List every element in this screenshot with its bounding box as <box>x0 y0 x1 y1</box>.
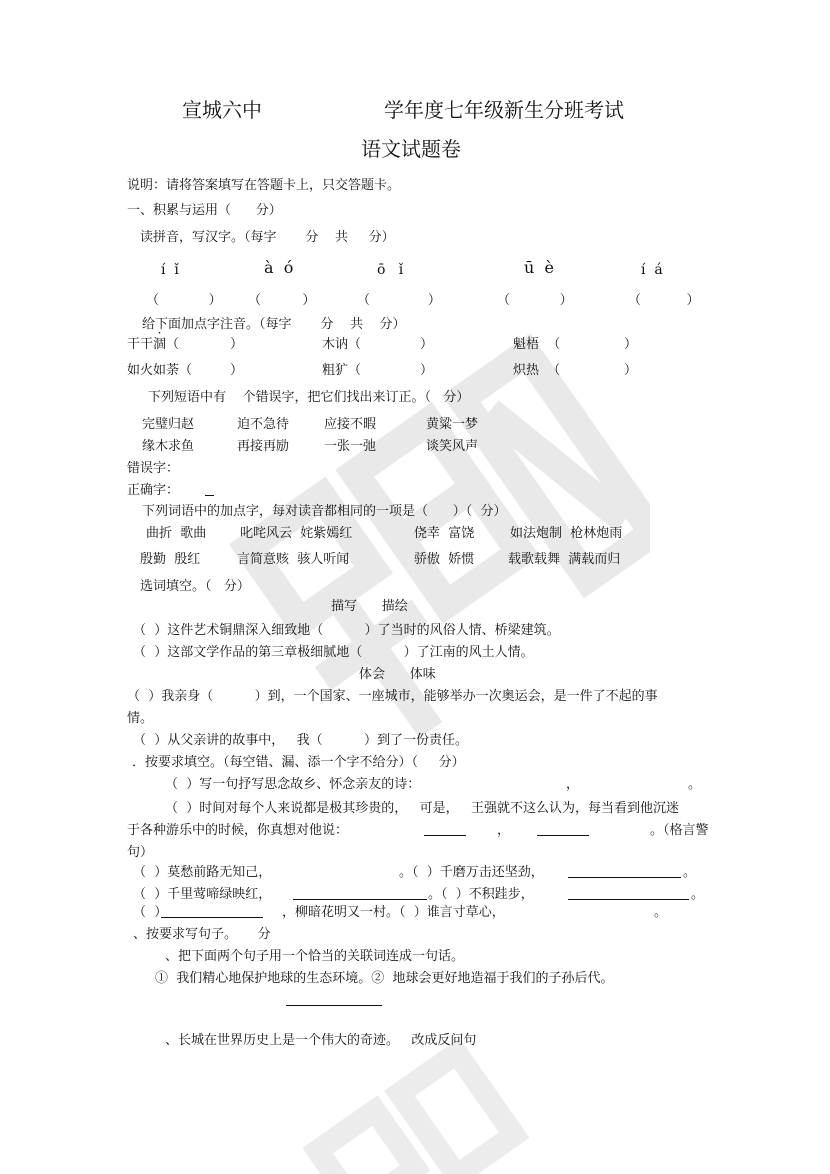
answer-blank[interactable]: （ ） <box>497 293 573 308</box>
fill-sentence: （ ）我亲身（ ）到，一个国家、一座城市，能够举办一次奥运会，是一件了不起的事 <box>127 689 658 704</box>
idiom: 缘木求鱼 <box>142 439 195 454</box>
poem-fill-cont: 句） <box>127 845 154 860</box>
punct: 。（格言警 <box>650 823 709 838</box>
poem-fill: ，柳暗花明又一村。（ ）谁言寸草心， <box>282 905 505 920</box>
punct: ， <box>497 823 511 838</box>
word-pair: 殷勤 殷红 <box>140 552 201 567</box>
answer-blank[interactable]: （ ） <box>628 293 700 308</box>
wrong-char-label: 错误字： <box>127 461 180 476</box>
instructions: 说明：请将答案填写在答题卡上，只交答题卡。 <box>127 178 401 193</box>
idiom: 黄粱一梦 <box>426 417 479 432</box>
punct: 。 <box>683 865 697 880</box>
paper-subtitle: 语文试题卷 <box>361 137 461 161</box>
exam-title: 学年度七年级新生分班考试 <box>384 98 624 122</box>
question-poem-prompt: ．按要求填空。（每空错、漏、添一个字不给分）（ 分） <box>132 755 465 770</box>
punct: 。 <box>654 905 668 920</box>
right-char-label: 正确字： <box>127 483 180 498</box>
poem-fill: （ ）千里莺啼绿映红， <box>133 887 272 902</box>
zhuyin-word: 魁梧 （ <box>513 337 561 352</box>
fill-sentence: （ ）这件艺术铜鼎深入细致地（ ）了当时的风俗人情、桥梁建筑。 <box>133 623 560 638</box>
bracket-close: ） <box>624 363 638 378</box>
question-zhuyin-prompt: 给下面加点字注音。（每字 分 共 分） <box>142 317 406 332</box>
question-pinyin-prompt: 读拼音，写汉字。（每字 分 共 分） <box>140 230 395 245</box>
word-choice-pair: 体会 体味 <box>359 667 436 682</box>
poem-fill: 。（ ）不积跬步， <box>428 887 534 902</box>
word-pair: 骄傲 娇惯 <box>414 552 475 567</box>
pinyin-item: à ó <box>264 258 294 277</box>
question-sentence-prompt: 、按要求写句子。 分 <box>133 927 271 942</box>
bracket-close: ） <box>624 337 638 352</box>
answer-line[interactable] <box>537 820 589 836</box>
sentence-task: 、长城在世界历史上是一个伟大的奇迹。 改成反问句 <box>165 1033 477 1048</box>
fill-sentence-cont: 情。 <box>127 711 154 726</box>
answer-line[interactable] <box>424 820 466 836</box>
answer-blank[interactable]: （ ） <box>248 293 316 308</box>
sentence-task: 、把下面两个句子用一个恰当的关联词连成一句话。 <box>165 949 465 964</box>
sentence-task-text: ① 我们精心地保护地球的生态环境。② 地球会更好地造福于我们的子孙后代。 <box>155 971 614 986</box>
zhuyin-word: 炽热 （ <box>513 363 561 378</box>
punct: ， <box>566 777 580 792</box>
question-typo-prompt: 下列短语中有 个错误字，把它们找出来订正。（ 分） <box>148 390 470 405</box>
word-pair: 侥幸 富饶 <box>414 526 475 541</box>
word-choice-pair: 描写 描绘 <box>331 599 408 614</box>
answer-line[interactable] <box>161 902 263 918</box>
punct: 。 <box>691 887 705 902</box>
idiom: 谈笑风声 <box>426 439 479 454</box>
poem-fill: （ ）莫愁前路无知己， <box>133 865 272 880</box>
poem-fill: 。（ ）千磨万击还坚劲， <box>399 865 544 880</box>
word-pair: 言简意赅 骇人听闻 <box>237 552 350 567</box>
answer-line[interactable] <box>293 884 427 900</box>
idiom: 再接再励 <box>237 439 290 454</box>
section-heading: 一、积累与运用（ 分） <box>127 203 282 218</box>
word-pair: 叱咤风云 姹紫嫣红 <box>240 526 353 541</box>
word-pair: 曲折 歌曲 <box>146 526 207 541</box>
answer-blank[interactable]: （ ） <box>146 293 222 308</box>
idiom: 完璧归赵 <box>142 417 195 432</box>
idiom: 一张一弛 <box>324 439 377 454</box>
word-pair: 载歌载舞 满载而归 <box>508 552 621 567</box>
answer-blank[interactable]: （ ） <box>357 293 441 308</box>
bracket-close: ） <box>420 363 434 378</box>
zhuyin-word: 木讷（ <box>322 337 362 352</box>
answer-line[interactable] <box>568 862 681 878</box>
pinyin-item: í á <box>641 262 663 278</box>
pinyin-item: ū è <box>524 258 554 277</box>
poem-fill: （ ）时间对每个人来说都是极其珍贵的， 可是， 王强就不这么认为，每当看到他沉迷 <box>165 801 680 816</box>
bracket-close: ） <box>230 363 244 378</box>
idiom: 应接不暇 <box>324 417 377 432</box>
question-fill-prompt: 选词填空。（ 分） <box>140 579 250 594</box>
fill-sentence: （ ）这部文学作品的第三章极细腻地（ ）了江南的风土人情。 <box>133 645 534 660</box>
poem-fill-cont: 于各种游乐中的时候，你真想对他说： <box>127 823 349 838</box>
word-pair: 如法炮制 枪林炮雨 <box>510 526 623 541</box>
answer-line[interactable] <box>568 884 689 900</box>
punct: 。 <box>688 777 702 792</box>
zhuyin-word: 粗犷（ <box>322 363 362 378</box>
school-name: 宣城六中 <box>182 98 262 122</box>
fill-sentence: （ ）从父亲讲的故事中， 我（ ）到了一份责任。 <box>133 733 468 748</box>
idiom: 迫不急待 <box>237 417 290 432</box>
zhuyin-word: 如火如荼（ <box>127 363 193 378</box>
zhuyin-word: 干· 干涸（ <box>127 337 179 353</box>
answer-line[interactable] <box>205 480 214 496</box>
pinyin-item: í ǐ <box>161 262 179 278</box>
poem-fill: （ ） <box>133 905 168 920</box>
bracket-close: ） <box>420 337 434 352</box>
question-reading-prompt: 下列词语中的加点字，每对读音都相同的一项是（ ）（ 分） <box>142 504 507 519</box>
pinyin-item: ō ǐ <box>377 262 404 278</box>
poem-fill: （ ）写一句抒写思念故乡、怀念亲友的诗： <box>165 777 421 792</box>
bracket-close: ） <box>230 337 244 352</box>
answer-line[interactable] <box>286 990 382 1006</box>
